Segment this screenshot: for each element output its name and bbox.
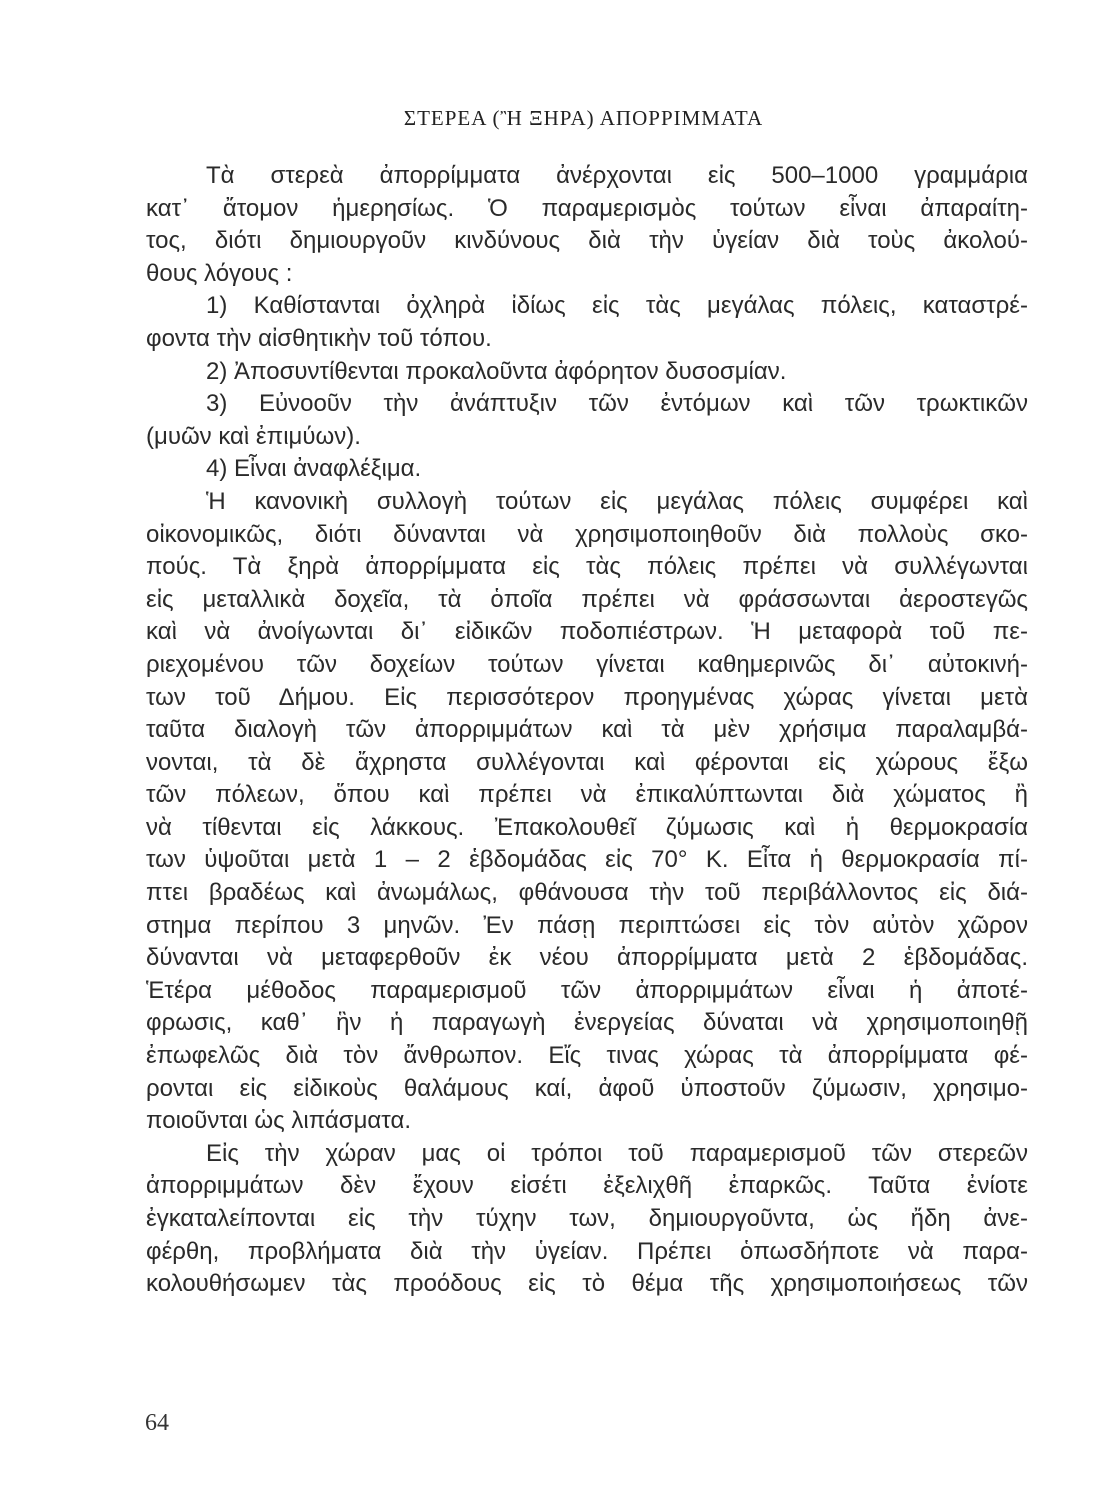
text-line: Ἡ κανονικὴ συλλογὴ τούτων εἰς μεγάλας πόλεις συμφέρει καὶ bbox=[206, 487, 1028, 515]
text-line: νονται, τὰ δὲ ἄχρηστα συλλέγονται καὶ φέρονται εἰς χώρους ἔξω bbox=[146, 748, 1028, 776]
text-line: (μυῶν καὶ ἐπιμύων). bbox=[146, 422, 361, 450]
text-line: ἐπωφελῶς διὰ τὸν ἄνθρωπον. Εἴς τινας χώρας τὰ ἀπορρίμματα φέ- bbox=[146, 1042, 1028, 1070]
text-line: φέρθη, προβλήματα διὰ τὴν ὑγείαν. Πρέπει ὁπωσδήποτε νὰ παρα- bbox=[146, 1237, 1028, 1265]
text-line: των ὑψοῦται μετὰ 1 – 2 ἑβδομάδας εἰς 70° Κ. Εἶτα ἡ θερμοκρασία πί- bbox=[146, 846, 1028, 874]
text-line: κατ᾽ ἄτομον ἡμερησίως. Ὁ παραμερισμὸς τούτων εἶναι ἀπαραίτη- bbox=[146, 194, 1028, 222]
text-line: εἰς μεταλλικὰ δοχεῖα, τὰ ὁποῖα πρέπει νὰ φράσσωνται ἀεροστεγῶς bbox=[146, 585, 1028, 613]
text-line: Τὰ στερεὰ ἀπορρίμματα ἀνέρχονται εἰς 500–1000 γραμμάρια bbox=[206, 162, 1028, 189]
text-line: φοντα τὴν αἰσθητικὴν τοῦ τόπου. bbox=[146, 324, 492, 352]
text-line: 4) Εἶναι ἀναφλέξιμα. bbox=[206, 455, 422, 483]
text-line: οἰκονομικῶς, διότι δύνανται νὰ χρησιμοποιηθοῦν διὰ πολλοὺς σκο- bbox=[146, 520, 1028, 548]
text-line: των τοῦ Δήμου. Εἰς περισσότερον προηγμένας χώρας γίνεται μετὰ bbox=[146, 683, 1028, 711]
text-line: ποιοῦνται ὡς λιπάσματα. bbox=[146, 1107, 411, 1135]
text-line: ριεχομένου τῶν δοχείων τούτων γίνεται καθημερινῶς δι᾽ αὐτοκινή- bbox=[146, 650, 1028, 678]
text-line: πτει βραδέως καὶ ἀνωμάλως, φθάνουσα τὴν τοῦ περιβάλλοντος εἰς διά- bbox=[146, 879, 1028, 907]
text-line: τῶν πόλεων, ὅπου καὶ πρέπει νὰ ἐπικαλύπτωνται διὰ χώματος ἢ bbox=[146, 781, 1028, 809]
text-line: θους λόγους : bbox=[146, 259, 293, 287]
text-line: δύνανται νὰ μεταφερθοῦν ἐκ νέου ἀπορρίμματα μετὰ 2 ἑβδομάδας. bbox=[146, 944, 1028, 972]
page-heading: ΣΤΕΡΕΑ (Ἢ ΞΗΡΑ) ΑΠΟΡΡΙΜΜΑΤΑ bbox=[403, 106, 764, 130]
text-line: ταῦτα διαλογὴ τῶν ἀπορριμμάτων καὶ τὰ μὲν χρήσιμα παραλαμβά- bbox=[146, 716, 1028, 744]
text-line: κολουθήσωμεν τὰς προόδους εἰς τὸ θέμα τῆς χρησιμοποιήσεως τῶν bbox=[146, 1270, 1028, 1298]
body-text bbox=[146, 160, 1028, 1301]
text-line: Εἰς τὴν χώραν μας οἱ τρόποι τοῦ παραμερισμοῦ τῶν στερεῶν bbox=[206, 1139, 1028, 1167]
text-line: ἀπορριμμάτων δὲν ἔχουν εἰσέτι ἐξελιχθῆ ἐπαρκῶς. Ταῦτα ἐνίοτε bbox=[146, 1172, 1028, 1200]
text-line: νὰ τίθενται εἰς λάκκους. Ἐπακολουθεῖ ζύμωσις καὶ ἡ θερμοκρασία bbox=[146, 813, 1028, 841]
text-line: πούς. Τὰ ξηρὰ ἀπορρίμματα εἰς τὰς πόλεις πρέπει νὰ συλλέγωνται bbox=[146, 553, 1028, 581]
text-line: τος, διότι δημιουργοῦν κινδύνους διὰ τὴν ὑγείαν διὰ τοὺς ἀκολού- bbox=[146, 227, 1028, 255]
text-line: 2) Ἀποσυντίθενται προκαλοῦντα ἀφόρητον δυσοσμίαν. bbox=[206, 357, 787, 385]
text-line: ρονται εἰς εἰδικοὺς θαλάμους καί, ἀφοῦ ὑποστοῦν ζύμωσιν, χρησιμο- bbox=[146, 1074, 1028, 1102]
text-line: ἐγκαταλείπονται εἰς τὴν τύχην των, δημιουργοῦντα, ὡς ἤδη ἀνε- bbox=[146, 1205, 1028, 1232]
text-line: καὶ νὰ ἀνοίγωνται δι᾽ εἰδικῶν ποδοπιέστρων. Ἡ μεταφορὰ τοῦ πε- bbox=[146, 618, 1028, 646]
text-line: Ἑτέρα μέθοδος παραμερισμοῦ τῶν ἀπορριμμάτων εἶναι ἡ ἀποτέ- bbox=[146, 976, 1028, 1004]
text-line: 1) Καθίστανται ὀχληρὰ ἰδίως εἰς τὰς μεγάλας πόλεις, καταστρέ- bbox=[206, 292, 1028, 320]
text-line: 3) Εὐνοοῦν τὴν ἀνάπτυξιν τῶν ἐντόμων καὶ τῶν τρωκτικῶν bbox=[206, 390, 1028, 418]
text-line: στημα περίπου 3 μηνῶν. Ἐν πάσῃ περιπτώσει εἰς τὸν αὐτὸν χῶρον bbox=[146, 911, 1028, 939]
page-number: 64 bbox=[145, 1410, 169, 1436]
text-line: φρωσις, καθ᾽ ἣν ἡ παραγωγὴ ἐνεργείας δύναται νὰ χρησιμοποιηθῇ bbox=[146, 1009, 1028, 1037]
